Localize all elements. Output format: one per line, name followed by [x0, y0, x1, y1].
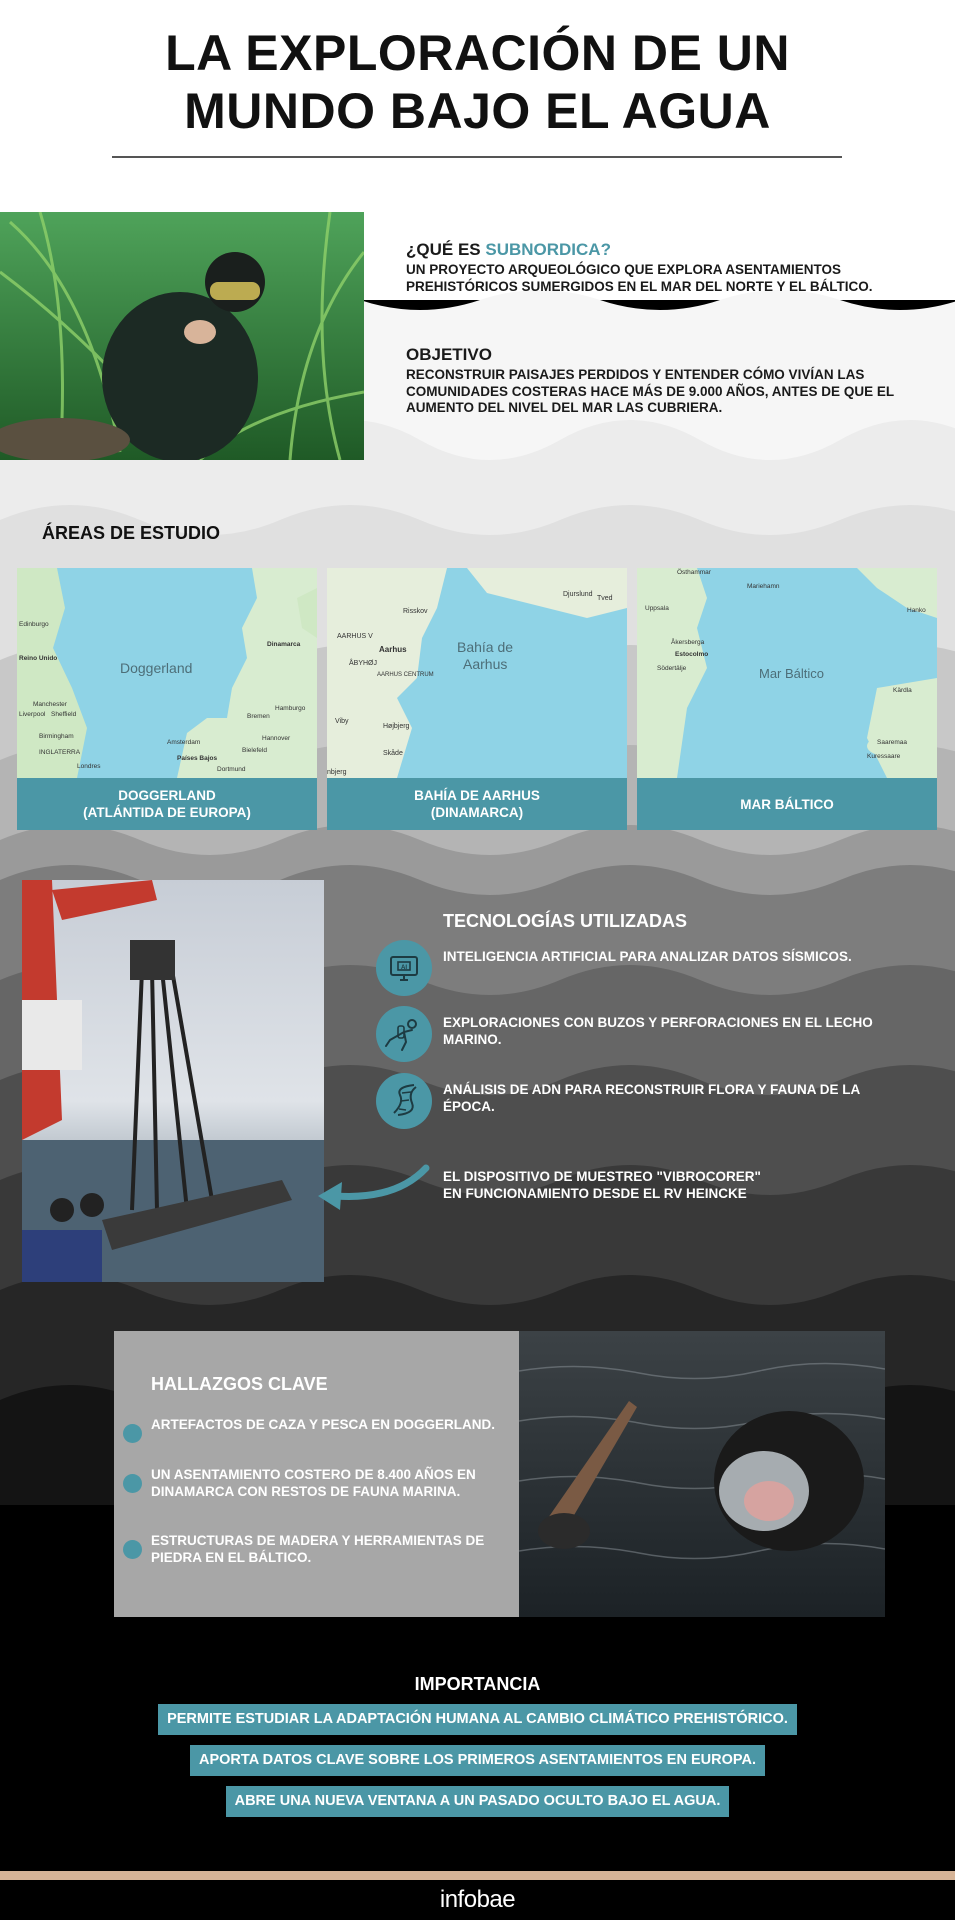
subnordica-label: SUBNORDICA?	[485, 240, 611, 259]
vibrocorer-caption: EL DISPOSITIVO DE MUESTREO "VIBROCORER" EN FUNCIONAMIENTO DESDE EL RV HEINCKE	[443, 1169, 761, 1201]
tech-text-ai: INTELIGENCIA ARTIFICIAL PARA ANALIZAR DATOS SÍSMICOS.	[443, 949, 852, 964]
svg-text:Södertälje: Södertälje	[657, 665, 687, 672]
svg-text:Birmingham: Birmingham	[39, 733, 74, 740]
map-label-box-aarhus: BAHÍA DE AARHUS (DINAMARCA)	[327, 778, 627, 830]
intro-objective	[406, 345, 906, 417]
svg-text:Djurslund: Djurslund	[563, 591, 593, 598]
svg-text:AARHUS V: AARHUS V	[337, 633, 373, 640]
importance-row	[0, 1704, 955, 1735]
findings-heading: HALLAZGOS CLAVE	[151, 1374, 328, 1394]
ai-monitor-icon	[376, 940, 432, 996]
svg-text:Kärdla: Kärdla	[893, 687, 912, 694]
tech-text-dna: ANÁLISIS DE ADN PARA RECONSTRUIR FLORA Y FAUNA DE LA ÉPOCA.	[443, 1082, 860, 1114]
svg-text:ÅBYHØJ: ÅBYHØJ	[349, 660, 378, 667]
tech-item-dna	[376, 1073, 896, 1129]
bullet-dot	[123, 1474, 142, 1493]
svg-text:Londres: Londres	[77, 763, 101, 770]
arrow-icon	[296, 1160, 434, 1220]
svg-text:Kuressaare: Kuressaare	[867, 753, 901, 760]
svg-text:Edinburgo: Edinburgo	[19, 621, 49, 628]
dna-icon	[376, 1073, 432, 1129]
page-title	[0, 24, 955, 140]
infobae-logo[interactable]: infobae	[439, 1886, 516, 1913]
title-divider	[112, 156, 842, 158]
infographic: LA EXPLORACIÓN DE UN MUNDO BAJO EL AGUA ¿QUÉ ES SUBNORDICA? UN PROYECTO ARQUEOLÓGICO QUE EXPLORA ASENTAMIENTOS PREHISTÓRICOS SUMERGIDOS EN EL MAR DEL NORTE Y EL BÁLTICO. OBJETIVO RECONSTRUIR PAISAJES PERDIDOS Y ENTENDER CÓMO VIVÍAN LAS COMUNIDADES COSTERAS HACE MÁS DE 9.000 AÑOS, ANTES DE QUE EL AUMENTO DEL NIVEL DEL MAR LAS CUBRIERA. ÁREAS DE ESTUDIO Doggerland Edinburgo Reino Unido Manchester Liverpool Sheffield Birmingham INGLATERRA Londres Amsterdam Países Bajos Dinamarca Hamburgo Bremen Hannover Bielefeld Dortmund DOGGERLAND (ATLÁNTIDA DE EUROPA) Bahía de Aarhus Risskov AARHUS V Aarhus ÅBYHØJ AARHUS CENTRUM Viby Højbjerg Skåde Djurslund Tved nbjerg BAHÍA DE AARHUS (DINAMARCA) Mar Báltico Östhammar Mariehamn Uppsala Hanko Åkersberga Estocolmo Södertälje Kärdla Saaremaa Kuressaare MAR BÁLTICO TECNOLOGÍAS UTILIZADAS AI INTELIGENCIA ARTIFICIAL PARA ANALIZAR DATOS SÍSMICOS. EXPLORACIONES CON BUZOS Y PERFORACIONES EN EL LECHO MARINO. ANÁLISIS DE ADN PARA RECONSTRUIR FLORA Y FAUNA DE LA ÉPOCA. EL DISPOSITIVO DE MUESTREO "VIBROCORER" EN FUNCIONAMIENTO DESDE EL RV HEINCKE HALLAZGOS CLAVE ARTEFACTOS DE CAZA Y PESCA EN DOGGERLAND. UN ASENTAMIENTO COSTERO DE 8.400 AÑOS EN DINAMARCA CON RESTOS DE FAUNA MARINA. ESTRUCTURAS DE MADERA Y HERRAMIENTAS DE PIEDRA EN EL BÁLTICO. IMPORTANCIA PERMITE ESTUDIAR LA ADAPTACIÓN HUMANA AL CAMBIO CLIMÁTICO PREHISTÓRICO. APORTA DATOS CLAVE SOBRE LOS PRIMEROS ASENTAMIENTOS EN EUROPA. ABRE UNA NUEVA VENTANA A UN PASADO OCULTO BAJO EL AGUA. infobae	[0, 0, 955, 1920]
svg-text:Bielefeld: Bielefeld	[242, 747, 267, 754]
map-baltic	[637, 568, 937, 778]
tech-text-divers: EXPLORACIONES CON BUZOS Y PERFORACIONES EN EL LECHO MARINO.	[443, 1015, 873, 1047]
svg-text:Åkersberga: Åkersberga	[671, 639, 705, 646]
tech-heading: TECNOLOGÍAS UTILIZADAS	[443, 911, 687, 931]
footer-bar	[0, 1871, 955, 1880]
importance-item: ABRE UNA NUEVA VENTANA A UN PASADO OCULTO BAJO EL AGUA.	[226, 1786, 730, 1817]
title-line-1: LA EXPLORACIÓN DE UN	[165, 25, 790, 81]
map-doggerland	[17, 568, 317, 778]
svg-text:AI: AI	[401, 965, 407, 971]
importance-row	[0, 1745, 955, 1776]
svg-text:Manchester: Manchester	[33, 701, 67, 708]
map-label-aarhus-1: Bahía de	[457, 639, 514, 655]
map-label-baltic: Mar Báltico	[759, 666, 825, 681]
vibrocorer-photo	[22, 880, 324, 1282]
svg-text:Hanko: Hanko	[907, 607, 926, 614]
svg-text:Aarhus: Aarhus	[379, 645, 407, 654]
svg-text:Tved: Tved	[597, 595, 613, 602]
importance-item: PERMITE ESTUDIAR LA ADAPTACIÓN HUMANA AL CAMBIO CLIMÁTICO PREHISTÓRICO.	[158, 1704, 797, 1735]
svg-text:AARHUS CENTRUM: AARHUS CENTRUM	[377, 672, 434, 678]
objective-text: RECONSTRUIR PAISAJES PERDIDOS Y ENTENDER CÓMO VIVÍAN LAS COMUNIDADES COSTERAS HACE MÁS DE 9.000 AÑOS, ANTES DE QUE EL AUMENTO DEL NIVEL DEL MAR LAS CUBRIERA.	[406, 367, 894, 415]
svg-text:Östhammar: Östhammar	[677, 569, 711, 576]
importance-item: APORTA DATOS CLAVE SOBRE LOS PRIMEROS ASENTAMIENTOS EN EUROPA.	[190, 1745, 765, 1776]
svg-text:Skåde: Skåde	[383, 750, 403, 757]
objective-heading: OBJETIVO	[406, 345, 492, 364]
svg-text:Bahía deAarhus	[457, 639, 513, 672]
svg-text:Liverpool: Liverpool	[19, 711, 46, 718]
svg-text:Estocolmo: Estocolmo	[675, 651, 709, 658]
svg-text:Hamburgo: Hamburgo	[275, 705, 306, 712]
tech-item-divers	[376, 1006, 896, 1062]
tech-item-ai	[376, 940, 896, 996]
intro-question	[406, 240, 906, 295]
title-line-2: MUNDO BAJO EL AGUA	[184, 83, 771, 139]
svg-text:Viby: Viby	[335, 718, 349, 725]
importance-heading: IMPORTANCIA	[414, 1674, 541, 1694]
bullet-dot	[123, 1540, 142, 1559]
svg-text:Amsterdam: Amsterdam	[167, 739, 201, 746]
areas-heading: ÁREAS DE ESTUDIO	[42, 523, 221, 543]
map-label-box-doggerland: DOGGERLAND (ATLÁNTIDA DE EUROPA)	[17, 778, 317, 830]
diver-surface-photo	[519, 1331, 885, 1617]
svg-text:Højbjerg: Højbjerg	[383, 723, 410, 730]
diver-icon	[376, 1006, 432, 1062]
svg-text:Uppsala: Uppsala	[645, 605, 669, 612]
bullet-dot	[123, 1424, 142, 1443]
importance-row	[0, 1786, 955, 1817]
svg-text:Saaremaa: Saaremaa	[877, 739, 907, 746]
map-label-doggerland: Doggerland	[120, 660, 193, 676]
svg-text:Hannover: Hannover	[262, 735, 291, 742]
map-label-aarhus-2: Aarhus	[463, 656, 508, 672]
svg-text:INGLATERRA: INGLATERRA	[39, 749, 81, 756]
svg-text:Sheffield: Sheffield	[51, 711, 77, 718]
svg-text:Dortmund: Dortmund	[217, 766, 246, 773]
svg-text:nbjerg: nbjerg	[327, 769, 347, 776]
svg-text:Risskov: Risskov	[403, 608, 428, 615]
question-heading: ¿QUÉ ES SUBNORDICA?	[406, 240, 611, 259]
question-text: UN PROYECTO ARQUEOLÓGICO QUE EXPLORA ASENTAMIENTOS PREHISTÓRICOS SUMERGIDOS EN EL MAR DEL NORTE Y EL BÁLTICO.	[406, 262, 873, 294]
map-aarhus	[327, 568, 627, 778]
svg-text:Bremen: Bremen	[247, 713, 270, 720]
svg-text:Dinamarca: Dinamarca	[267, 641, 301, 648]
svg-text:Mariehamn: Mariehamn	[747, 583, 780, 590]
svg-text:Países Bajos: Países Bajos	[177, 755, 218, 762]
diver-underwater-photo	[0, 212, 364, 460]
map-label-box-baltic: MAR BÁLTICO	[637, 778, 937, 830]
svg-text:Reino Unido: Reino Unido	[19, 655, 58, 662]
